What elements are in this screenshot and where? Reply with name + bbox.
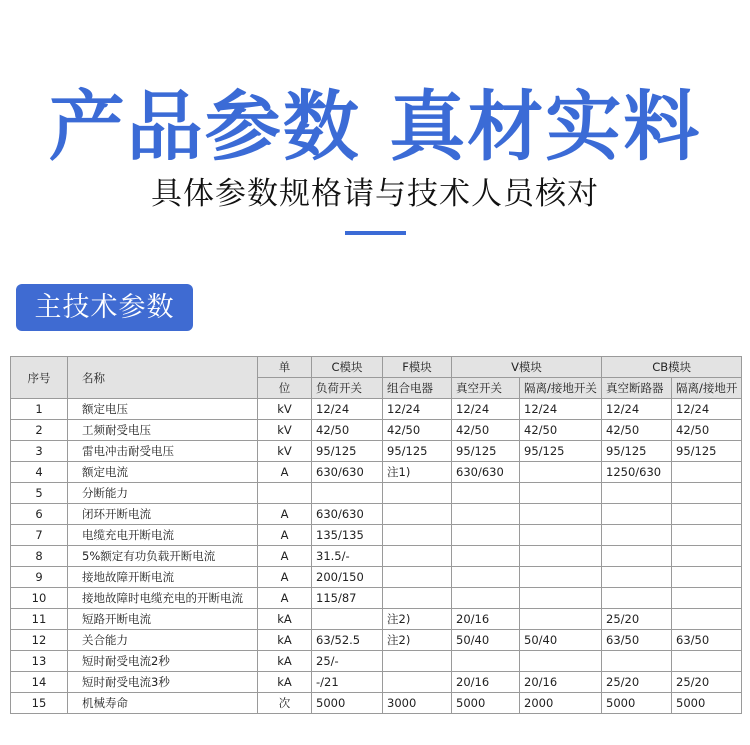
- row-cb2-value: 95/125: [672, 441, 742, 462]
- row-index: 14: [11, 672, 68, 693]
- row-index: 9: [11, 567, 68, 588]
- table-row: [11, 588, 742, 609]
- row-cb1-value: 95/125: [602, 441, 672, 462]
- row-index: 6: [11, 504, 68, 525]
- table-row: [11, 693, 742, 714]
- row-v1-value: 42/50: [452, 420, 520, 441]
- row-cb1-value: [602, 546, 672, 567]
- row-v2-value: [520, 546, 602, 567]
- row-c-value: 200/150: [312, 567, 383, 588]
- row-v1-value: 50/40: [452, 630, 520, 651]
- row-cb2-value: 12/24: [672, 399, 742, 420]
- row-f-value: [383, 588, 452, 609]
- row-v2-value: [520, 567, 602, 588]
- row-v1-value: [452, 651, 520, 672]
- row-v1-value: [452, 525, 520, 546]
- row-f-value: [383, 504, 452, 525]
- row-cb1-value: 12/24: [602, 399, 672, 420]
- row-f-value: [383, 651, 452, 672]
- row-index: 12: [11, 630, 68, 651]
- row-unit: A: [258, 546, 312, 567]
- row-unit: kA: [258, 609, 312, 630]
- table-row: [11, 399, 742, 420]
- row-c-value: 25/-: [312, 651, 383, 672]
- table-row: [11, 546, 742, 567]
- row-v1-value: 95/125: [452, 441, 520, 462]
- table-row: [11, 483, 742, 504]
- row-c-value: 135/135: [312, 525, 383, 546]
- row-f-value: [383, 525, 452, 546]
- row-name: 闭环开断电流: [68, 504, 258, 525]
- row-name: 额定电流: [68, 462, 258, 483]
- row-name: 电缆充电开断电流: [68, 525, 258, 546]
- row-c-value: 31.5/-: [312, 546, 383, 567]
- header-v-module: V模块: [452, 357, 602, 378]
- header-cb-module: CB模块: [602, 357, 742, 378]
- row-v1-value: [452, 567, 520, 588]
- row-c-value: -/21: [312, 672, 383, 693]
- row-cb2-value: [672, 483, 742, 504]
- row-index: 13: [11, 651, 68, 672]
- table-row: [11, 525, 742, 546]
- row-cb2-value: 63/50: [672, 630, 742, 651]
- row-cb1-value: 63/50: [602, 630, 672, 651]
- row-name: 接地故障时电缆充电的开断电流: [68, 588, 258, 609]
- row-index: 11: [11, 609, 68, 630]
- row-cb1-value: [602, 588, 672, 609]
- row-cb2-value: [672, 567, 742, 588]
- row-name: 分断能力: [68, 483, 258, 504]
- header-c-module: C模块: [312, 357, 383, 378]
- row-v2-value: 95/125: [520, 441, 602, 462]
- row-c-value: [312, 609, 383, 630]
- table-header-row-1: [11, 357, 742, 378]
- row-cb2-value: [672, 462, 742, 483]
- row-name: 短时耐受电流3秒: [68, 672, 258, 693]
- row-cb1-value: [602, 525, 672, 546]
- row-v2-value: 50/40: [520, 630, 602, 651]
- row-name: 短路开断电流: [68, 609, 258, 630]
- row-v2-value: 12/24: [520, 399, 602, 420]
- header-c-sub: 负荷开关: [312, 378, 383, 399]
- row-v1-value: 630/630: [452, 462, 520, 483]
- row-c-value: 42/50: [312, 420, 383, 441]
- row-cb2-value: [672, 546, 742, 567]
- row-v2-value: 2000: [520, 693, 602, 714]
- row-f-value: 注2): [383, 630, 452, 651]
- row-unit: A: [258, 525, 312, 546]
- row-cb1-value: 42/50: [602, 420, 672, 441]
- row-cb2-value: 42/50: [672, 420, 742, 441]
- row-cb2-value: [672, 609, 742, 630]
- row-f-value: 95/125: [383, 441, 452, 462]
- row-c-value: 63/52.5: [312, 630, 383, 651]
- table-body: [11, 399, 742, 714]
- row-v2-value: [520, 588, 602, 609]
- row-v2-value: [520, 462, 602, 483]
- row-f-value: 42/50: [383, 420, 452, 441]
- row-name: 工频耐受电压: [68, 420, 258, 441]
- row-unit: [258, 483, 312, 504]
- row-unit: kV: [258, 420, 312, 441]
- row-cb1-value: 25/20: [602, 672, 672, 693]
- row-unit: 次: [258, 693, 312, 714]
- row-c-value: 115/87: [312, 588, 383, 609]
- header-v-sub2: 隔离/接地开关: [520, 378, 602, 399]
- row-cb2-value: 5000: [672, 693, 742, 714]
- row-v1-value: [452, 483, 520, 504]
- header-f-sub: 组合电器: [383, 378, 452, 399]
- row-index: 4: [11, 462, 68, 483]
- row-f-value: 3000: [383, 693, 452, 714]
- row-cb2-value: [672, 525, 742, 546]
- row-c-value: 95/125: [312, 441, 383, 462]
- row-c-value: 5000: [312, 693, 383, 714]
- row-index: 1: [11, 399, 68, 420]
- row-cb1-value: 5000: [602, 693, 672, 714]
- row-c-value: 630/630: [312, 504, 383, 525]
- header-name: 名称: [68, 357, 258, 399]
- row-unit: A: [258, 462, 312, 483]
- row-cb1-value: [602, 504, 672, 525]
- row-f-value: 12/24: [383, 399, 452, 420]
- row-index: 3: [11, 441, 68, 462]
- row-name: 5%额定有功负载开断电流: [68, 546, 258, 567]
- row-cb1-value: [602, 651, 672, 672]
- row-cb2-value: [672, 588, 742, 609]
- row-c-value: [312, 483, 383, 504]
- row-cb2-value: [672, 651, 742, 672]
- row-f-value: [383, 546, 452, 567]
- table-row: [11, 651, 742, 672]
- header-v-sub1: 真空开关: [452, 378, 520, 399]
- row-f-value: 注1): [383, 462, 452, 483]
- row-c-value: 12/24: [312, 399, 383, 420]
- spec-table: [10, 356, 742, 714]
- row-index: 5: [11, 483, 68, 504]
- row-name: 接地故障开断电流: [68, 567, 258, 588]
- row-unit: kA: [258, 672, 312, 693]
- row-f-value: [383, 672, 452, 693]
- row-index: 2: [11, 420, 68, 441]
- row-name: 雷电冲击耐受电压: [68, 441, 258, 462]
- row-v2-value: [520, 651, 602, 672]
- row-v1-value: [452, 588, 520, 609]
- row-cb1-value: 25/20: [602, 609, 672, 630]
- headline: 产品参数 真材实料: [48, 82, 702, 171]
- row-unit: kV: [258, 441, 312, 462]
- row-unit: kA: [258, 651, 312, 672]
- header-unit-top: 单: [258, 357, 312, 378]
- row-cb1-value: [602, 483, 672, 504]
- row-v1-value: 5000: [452, 693, 520, 714]
- row-v2-value: [520, 483, 602, 504]
- row-f-value: 注2): [383, 609, 452, 630]
- row-v1-value: 12/24: [452, 399, 520, 420]
- row-name: 关合能力: [68, 630, 258, 651]
- row-name: 短时耐受电流2秒: [68, 651, 258, 672]
- row-unit: kV: [258, 399, 312, 420]
- row-v2-value: 42/50: [520, 420, 602, 441]
- table-row: [11, 462, 742, 483]
- row-name: 机械寿命: [68, 693, 258, 714]
- row-cb1-value: [602, 567, 672, 588]
- row-index: 15: [11, 693, 68, 714]
- subheadline: 具体参数规格请与技术人员核对: [151, 176, 599, 212]
- row-unit: A: [258, 588, 312, 609]
- title-underline: [345, 231, 406, 235]
- row-v1-value: 20/16: [452, 672, 520, 693]
- table-row: [11, 609, 742, 630]
- row-index: 10: [11, 588, 68, 609]
- row-v1-value: [452, 504, 520, 525]
- row-index: 7: [11, 525, 68, 546]
- row-index: 8: [11, 546, 68, 567]
- table-row: [11, 420, 742, 441]
- row-v1-value: 20/16: [452, 609, 520, 630]
- table-row: [11, 630, 742, 651]
- row-v2-value: [520, 504, 602, 525]
- table-row: [11, 567, 742, 588]
- row-v2-value: [520, 609, 602, 630]
- row-cb2-value: [672, 504, 742, 525]
- header-unit-bottom: 位: [258, 378, 312, 399]
- header-f-module: F模块: [383, 357, 452, 378]
- row-unit: A: [258, 567, 312, 588]
- row-unit: kA: [258, 630, 312, 651]
- table-row: [11, 672, 742, 693]
- row-cb1-value: 1250/630: [602, 462, 672, 483]
- row-unit: A: [258, 504, 312, 525]
- row-v2-value: 20/16: [520, 672, 602, 693]
- row-cb2-value: 25/20: [672, 672, 742, 693]
- table-row: [11, 504, 742, 525]
- section-title-badge: 主技术参数: [16, 284, 193, 331]
- header-cb-sub2: 隔离/接地开: [672, 378, 742, 399]
- row-v1-value: [452, 546, 520, 567]
- table-row: [11, 441, 742, 462]
- row-v2-value: [520, 525, 602, 546]
- row-f-value: [383, 483, 452, 504]
- row-name: 额定电压: [68, 399, 258, 420]
- row-f-value: [383, 567, 452, 588]
- header-index: 序号: [11, 357, 68, 399]
- header-cb-sub1: 真空断路器: [602, 378, 672, 399]
- row-c-value: 630/630: [312, 462, 383, 483]
